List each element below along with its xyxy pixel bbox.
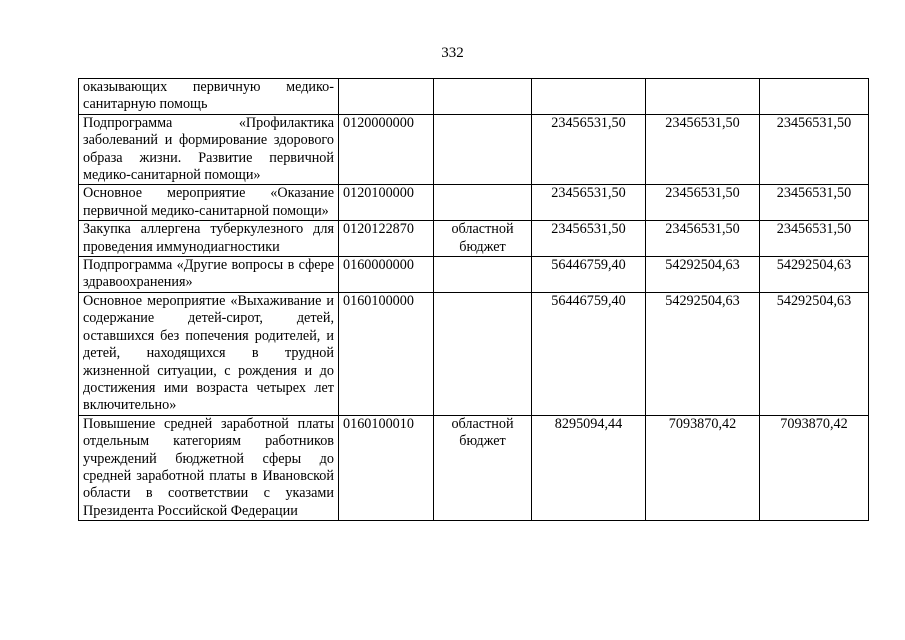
row-value-cell: 7093870,42 [760,415,869,520]
row-value-cell: 54292504,63 [760,292,869,415]
row-value-cell: 7093870,42 [646,415,760,520]
row-value-cell: 8295094,44 [532,415,646,520]
row-value-cell [646,79,760,115]
row-name-cell: Повышение средней заработной платы отдельным категориям работников учреждений бюджетной сферы до средней заработной платы в Ивановской области в соответствии с указами Президента Российской Федерации [79,415,339,520]
row-value-cell: 23456531,50 [646,221,760,257]
table-row [79,185,869,221]
row-name-cell: Закупка аллергена туберкулезного для проведения иммунодиагностики [79,221,339,257]
row-value-cell: 54292504,63 [646,292,760,415]
row-code-cell: 0160100010 [339,415,434,520]
row-value-cell: 56446759,40 [532,292,646,415]
row-source-cell [434,257,532,293]
row-value-cell: 23456531,50 [532,114,646,185]
table-row [79,79,869,115]
row-code-cell: 0160100000 [339,292,434,415]
row-source-cell: областной бюджет [434,221,532,257]
row-name-cell: Подпрограмма «Другие вопросы в сфере здравоохранения» [79,257,339,293]
row-value-cell: 23456531,50 [760,114,869,185]
row-name-cell: Основное мероприятие «Оказание первичной медико-санитарной помощи» [79,185,339,221]
row-value-cell: 23456531,50 [760,221,869,257]
row-value-cell: 23456531,50 [646,114,760,185]
table-row [79,415,869,520]
page-number: 332 [441,45,464,61]
row-name-cell: оказывающих первичную медико-санитарную помощь [79,79,339,115]
row-value-cell: 23456531,50 [646,185,760,221]
row-value-cell: 23456531,50 [532,185,646,221]
budget-table [78,78,869,521]
row-value-cell [532,79,646,115]
row-code-cell: 0160000000 [339,257,434,293]
row-value-cell: 23456531,50 [760,185,869,221]
row-source-cell [434,292,532,415]
row-value-cell: 56446759,40 [532,257,646,293]
table-row [79,221,869,257]
row-value-cell [760,79,869,115]
row-name-cell: Подпрограмма «Профилактика заболеваний и формирование здорового образа жизни. Развитие первичной медико-санитарной помощи» [79,114,339,185]
row-value-cell: 54292504,63 [760,257,869,293]
row-name-cell: Основное мероприятие «Выхаживание и содержание детей-сирот, детей, оставшихся без попечения родителей, и детей, находящихся в трудной жизненной ситуации, с рождения и до достижения ими возраста четырех лет включительно» [79,292,339,415]
row-source-cell: областной бюджет [434,415,532,520]
row-source-cell [434,185,532,221]
row-code-cell: 0120100000 [339,185,434,221]
row-code-cell: 0120122870 [339,221,434,257]
row-source-cell [434,79,532,115]
row-value-cell: 23456531,50 [532,221,646,257]
row-value-cell: 54292504,63 [646,257,760,293]
row-source-cell [434,114,532,185]
table-row [79,257,869,293]
row-code-cell: 0120000000 [339,114,434,185]
row-code-cell [339,79,434,115]
table-row [79,114,869,185]
table-row [79,292,869,415]
